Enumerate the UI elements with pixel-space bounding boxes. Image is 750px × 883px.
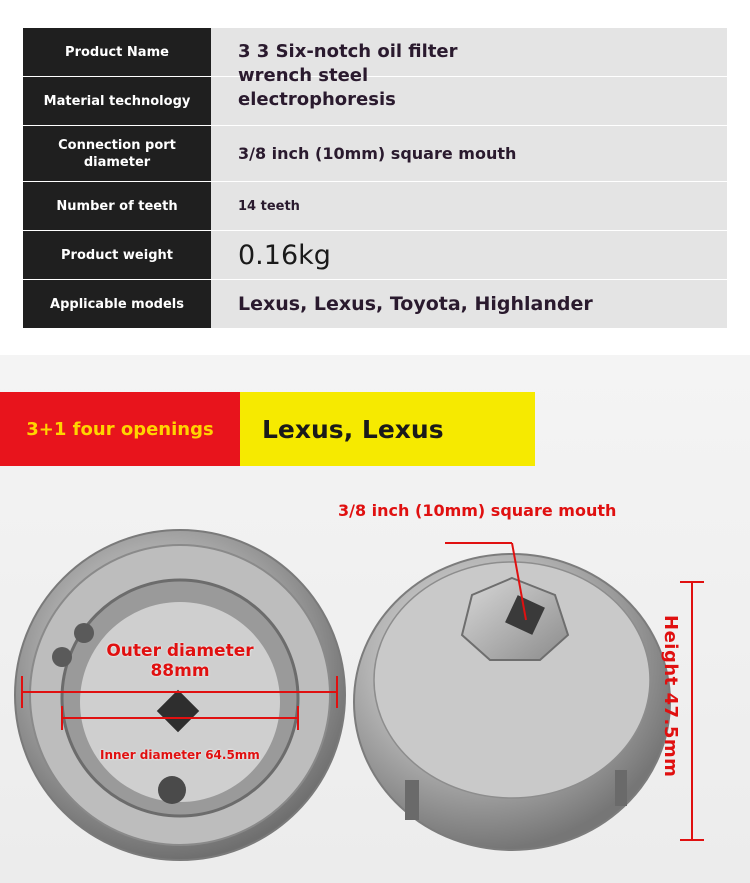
- spec-panel: [0, 0, 750, 355]
- spec-value: 3/8 inch (10mm) square mouth: [211, 126, 727, 181]
- product-name-value: [238, 40, 538, 112]
- banner-models: Lexus, Lexus: [240, 392, 535, 466]
- spec-label: Product Name: [23, 28, 211, 76]
- callout-inner-diameter: Inner diameter 64.5mm: [100, 748, 260, 762]
- callout-square-mouth: 3/8 inch (10mm) square mouth: [338, 501, 617, 520]
- spec-label: Material technology: [23, 77, 211, 125]
- spec-row-teeth: [23, 182, 727, 230]
- spec-label: Connection port diameter: [23, 126, 211, 181]
- wrench-side-view: [354, 554, 670, 850]
- spec-label: Number of teeth: [23, 182, 211, 230]
- banner-openings: 3+1 four openings: [0, 392, 240, 466]
- callout-height: Height 47.5mm: [660, 615, 681, 778]
- callout-outer-line2: 88mm: [150, 661, 210, 681]
- spec-row-weight: [23, 231, 727, 279]
- spec-label: Applicable models: [23, 280, 211, 328]
- spec-row-port: [23, 126, 727, 181]
- product-name-line: wrench steel: [238, 65, 369, 86]
- callout-outer-diameter: [105, 641, 255, 681]
- spec-row-models: [23, 280, 727, 328]
- spec-value: Lexus, Lexus, Toyota, Highlander: [211, 280, 727, 328]
- spec-value: 14 teeth: [211, 182, 727, 230]
- material-value: electrophoresis: [238, 89, 396, 110]
- wrench-top-view: [15, 530, 345, 860]
- spec-label: Product weight: [23, 231, 211, 279]
- callout-outer-line1: Outer diameter: [106, 641, 254, 661]
- spec-value: 0.16kg: [211, 231, 727, 279]
- product-name-line: 3 3 Six-notch oil filter: [238, 41, 458, 62]
